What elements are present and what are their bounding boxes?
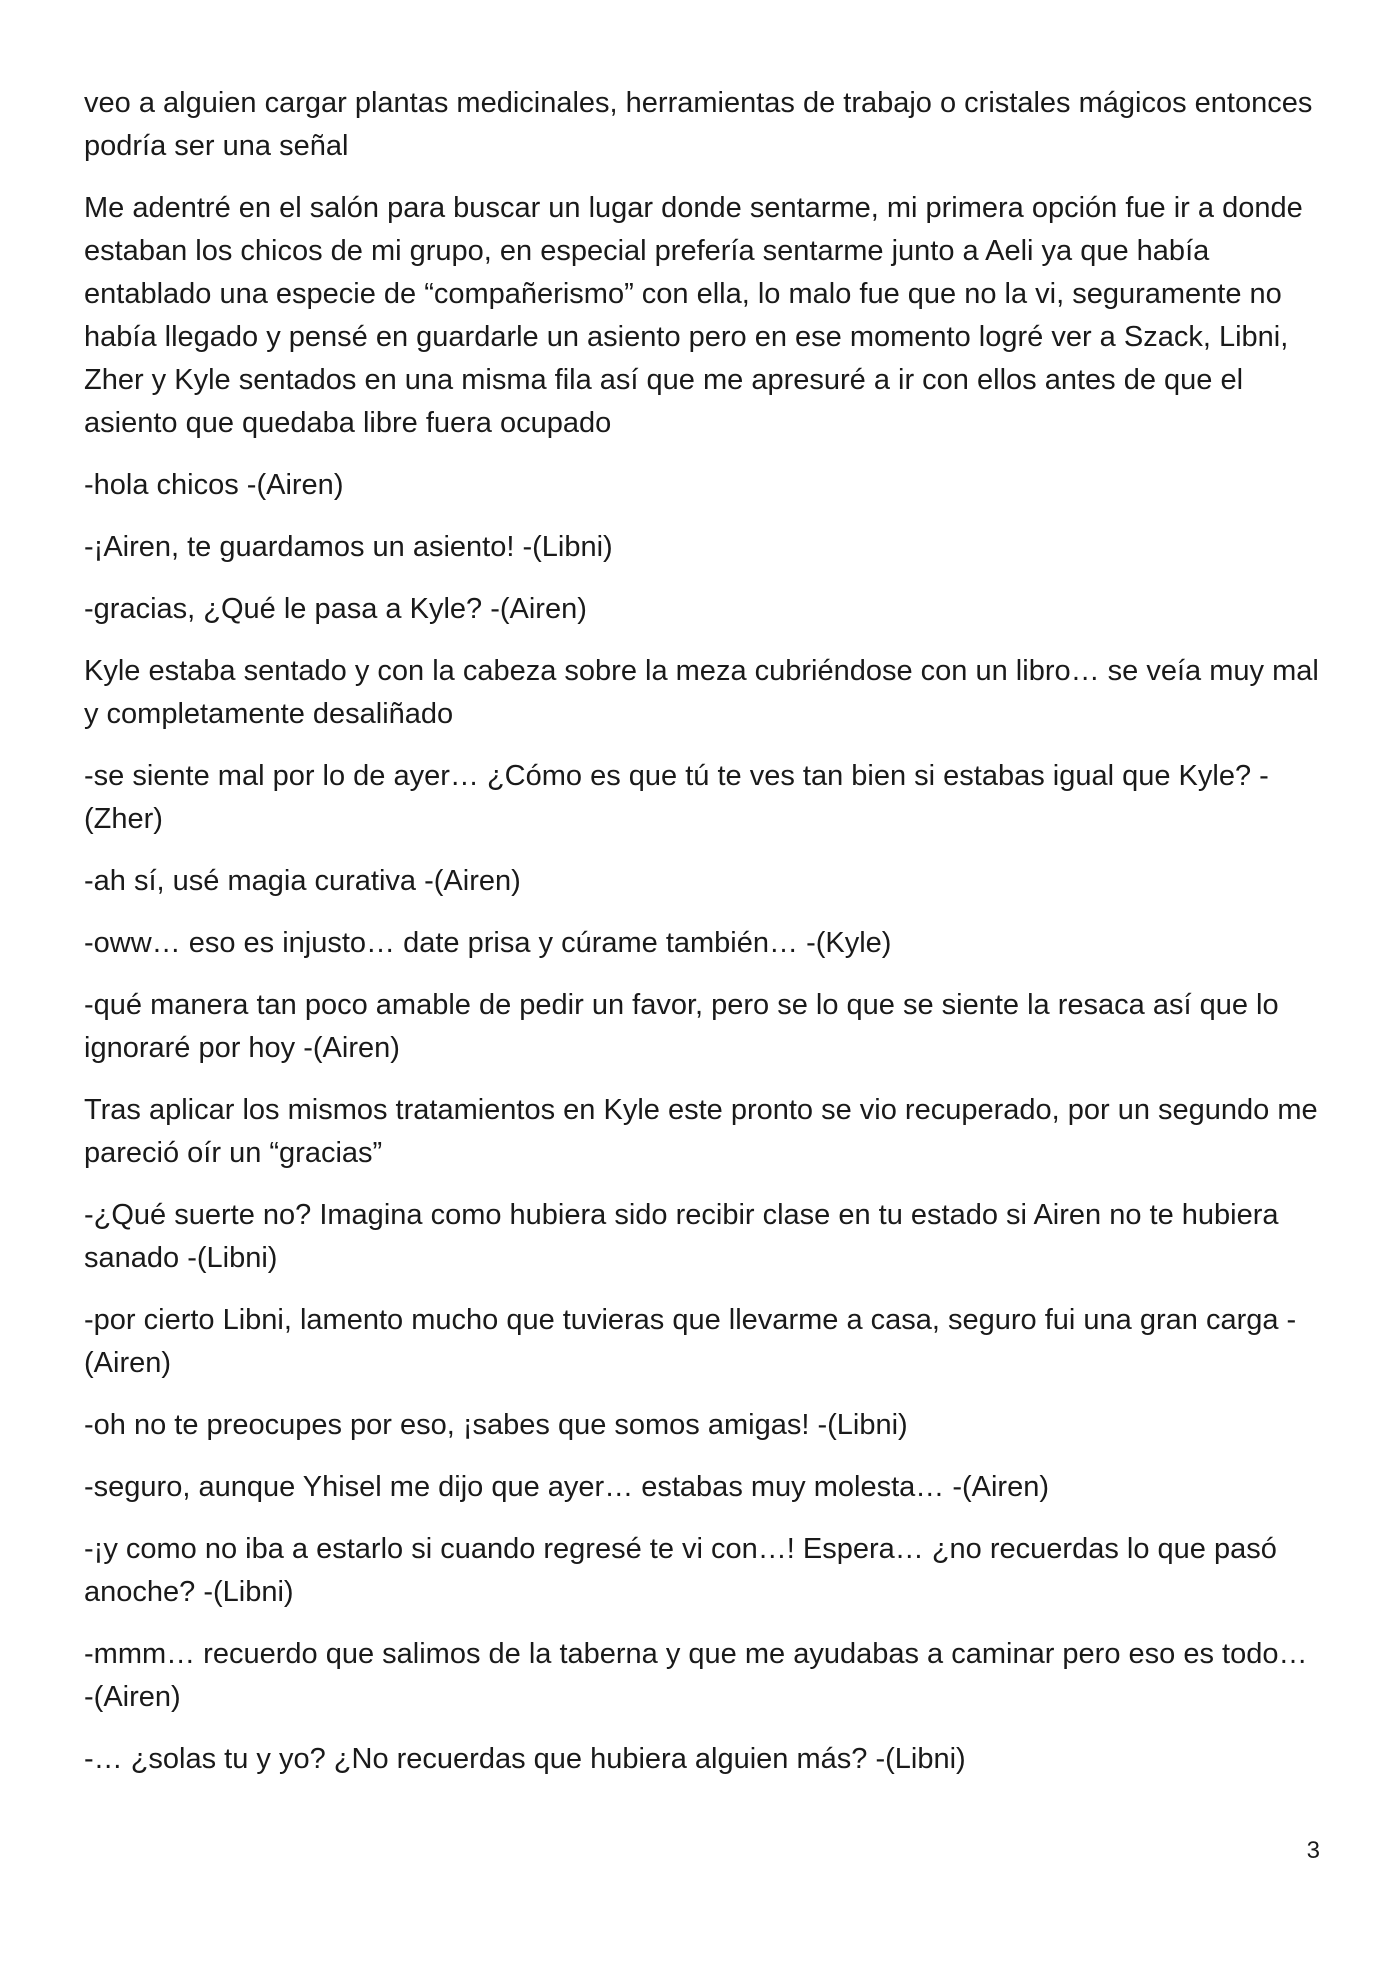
dialogue-line: -se siente mal por lo de ayer… ¿Cómo es que tú te ves tan bien si estabas igual que Kyle? -(Zher) bbox=[84, 760, 1269, 835]
dialogue-line: -oh no te preocupes por eso, ¡sabes que somos amigas! -(Libni) bbox=[84, 1409, 908, 1441]
dialogue-line: -mmm… recuerdo que salimos de la taberna y que me ayudabas a caminar pero eso es todo… -(Airen) bbox=[84, 1638, 1308, 1713]
paragraph-2: Me adentré en el salón para buscar un lugar donde sentarme, mi primera opción fue ir a donde estaban los chicos de mi grupo, en especial prefería sentarme junto a Aeli ya que había entablado una especie de “compañerismo” con ella, lo malo fue que no la vi, seguramente no había llegado y pensé en guardarle un asiento pero en ese momento logré ver a Szack, Libni, Zher y Kyle sentados en una misma fila así que me apresuré a ir con ellos antes de que el asiento que quedaba libre fuera ocupado bbox=[84, 192, 1303, 439]
body-text bbox=[84, 82, 1324, 1800]
dialogue-line: -¿Qué suerte no? Imagina como hubiera sido recibir clase en tu estado si Airen no te hubiera sanado -(Libni) bbox=[84, 1199, 1279, 1274]
dialogue-line: -por cierto Libni, lamento mucho que tuvieras que llevarme a casa, seguro fui una gran carga -(Airen) bbox=[84, 1304, 1297, 1379]
dialogue-line: -gracias, ¿Qué le pasa a Kyle? -(Airen) bbox=[84, 593, 587, 625]
dialogue-line: -¡Airen, te guardamos un asiento! -(Libni) bbox=[84, 531, 613, 563]
dialogue-line: -ah sí, usé magia curativa -(Airen) bbox=[84, 865, 521, 897]
dialogue-line: -oww… eso es injusto… date prisa y cúrame también… -(Kyle) bbox=[84, 927, 892, 959]
narration-paragraph: Kyle estaba sentado y con la cabeza sobre la meza cubriéndose con un libro… se veía muy mal y completamente desaliñado bbox=[84, 655, 1319, 730]
narration-paragraph: Tras aplicar los mismos tratamientos en Kyle este pronto se vio recuperado, por un segundo me pareció oír un “gracias” bbox=[84, 1094, 1318, 1169]
dialogue-line: -qué manera tan poco amable de pedir un favor, pero se lo que se siente la resaca así que lo ignoraré por hoy -(Airen) bbox=[84, 989, 1279, 1064]
dialogue-line: -seguro, aunque Yhisel me dijo que ayer… estabas muy molesta… -(Airen) bbox=[84, 1471, 1049, 1503]
dialogue-line: -¡y como no iba a estarlo si cuando regresé te vi con…! Espera… ¿no recuerdas lo que pasó anoche? -(Libni) bbox=[84, 1533, 1277, 1608]
dialogue-line: -hola chicos -(Airen) bbox=[84, 469, 344, 501]
paragraph-1: veo a alguien cargar plantas medicinales, herramientas de trabajo o cristales mágicos entonces podría ser una señal bbox=[84, 87, 1313, 162]
dialogue-line: -… ¿solas tu y yo? ¿No recuerdas que hubiera alguien más? -(Libni) bbox=[84, 1743, 966, 1775]
page-number: 3 bbox=[1306, 1837, 1320, 1864]
